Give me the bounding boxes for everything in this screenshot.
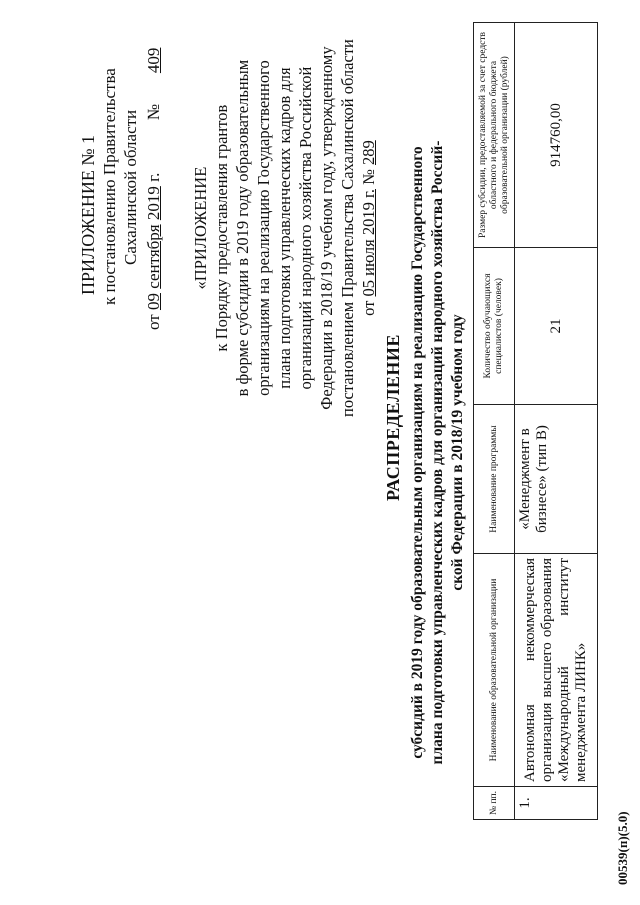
header-line-1: к постановлению Правительства: [100, 68, 119, 305]
date-day: 09: [144, 293, 163, 311]
prior-line-0: «ПРИЛОЖЕНИЕ: [191, 166, 210, 290]
header-org: Наименование образовательной организации: [474, 554, 515, 787]
prior-number-sign: №: [359, 169, 378, 185]
prior-line-2: в форме субсидии в 2019 году образовательным: [233, 59, 252, 397]
prior-date-line: [358, 39, 379, 417]
prior-line-1: к Порядку предоставления грантов: [212, 104, 231, 352]
decree-number: 409: [144, 47, 163, 74]
cell-org: Автономная некоммерческая организация высшего образования «Международный институт менеджмента ЛИНК»: [515, 554, 598, 787]
subtitle-line-1: субсидий в 2019 году образовательным организациям на реализацию Государственного: [409, 146, 426, 759]
header-line-2: Сахалинской области: [121, 109, 140, 265]
cell-amount: 914760,00: [515, 23, 598, 248]
subtitle-line-2: плана подготовки управленческих кадров для организаций народного хозяйства Россий-: [429, 140, 446, 765]
date-month: сентября: [144, 224, 163, 289]
prior-date-prefix: от: [359, 300, 378, 316]
document-title: РАСПРЕДЕЛЕНИЕ: [383, 334, 403, 501]
prior-line-7: постановлением Правительства Сахалинской области: [338, 39, 357, 417]
number-sign: №: [144, 103, 163, 121]
prior-number: 289: [359, 140, 378, 166]
distribution-table: [473, 22, 598, 820]
appendix-title: ПРИЛОЖЕНИЕ № 1: [78, 134, 98, 295]
date-year: 2019: [144, 186, 163, 221]
prior-date: 05 июля 2019 г.: [359, 189, 378, 297]
prior-line-3: организациям на реализацию Государственного: [254, 60, 273, 396]
header-date-line: [144, 48, 164, 330]
prior-line-4: плана подготовки управленческих кадров для: [275, 67, 294, 389]
prior-appendix-block: [190, 39, 379, 417]
prior-line-6: Федерации в 2018/19 учебном году, утвержденному: [317, 46, 336, 410]
cell-num: 1.: [515, 787, 598, 820]
cell-program: «Менеджмент в бизнесе» (тип В): [515, 405, 598, 554]
footer-code: 00539(п)(5.0): [615, 811, 630, 885]
prior-line-5: организаций народного хозяйства Российской: [296, 66, 315, 390]
table-row: [515, 23, 598, 820]
header-amount: Размер субсидии, предоставляемой за счет средств областного и федерального бюджета образовательной организации (рублей): [474, 23, 515, 248]
subtitle-line-3: ской Федерации в 2018/19 учебном году: [449, 314, 466, 591]
date-prefix: от: [144, 314, 163, 330]
date-suffix: г.: [144, 172, 163, 182]
header-num: № пп.: [474, 787, 515, 820]
header-program: Наименование программы: [474, 405, 515, 554]
table-header-row: [474, 23, 515, 820]
header-count: Количество обучающихся специалистов (человек): [474, 248, 515, 405]
cell-count: 21: [515, 248, 598, 405]
